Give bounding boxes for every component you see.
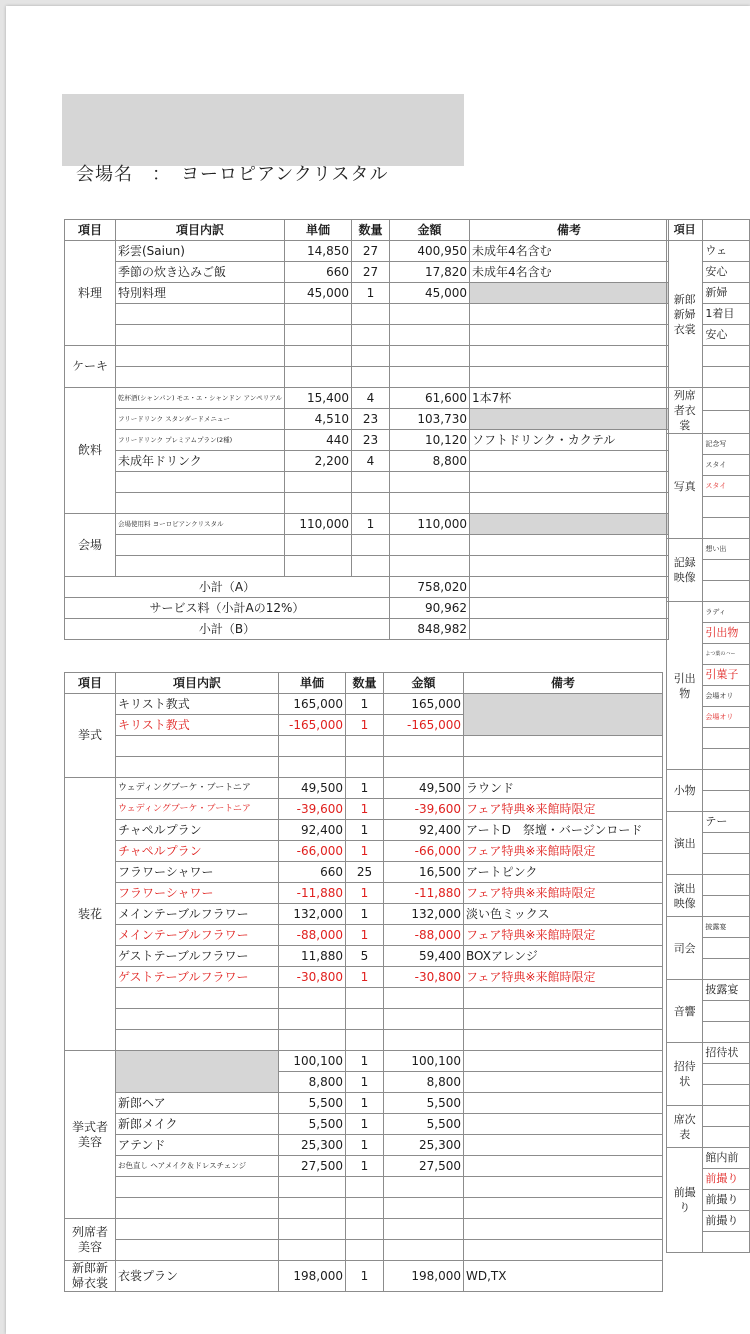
table-row: ゲストテーブルフラワー 11,880 5 59,400 BOXアレンジ: [65, 946, 663, 967]
table-row: [65, 346, 669, 367]
table-row: [65, 1240, 663, 1261]
estimate-table-2: 項目 項目内訳 単価 数量 金額 備考 挙式 キリスト教式 165,000 1 165,000 キリスト教式 -165,000 1 -165,000 装花 ウェディングブーケ・ブートニア 49,500 1 49,500 ラウンド ウェディングブーケ・ブートニア -39,600 1 -39,600 フェア特典※来館時限定 チャペルプラン 92,400 1 92,400 アートD 祭壇・バージンロード チャペルプラン -66,000 1 -66,000 フェア特典※来館時限定 フラワーシャワー 660 25 16,500 アートピンク フラワーシャワー -11,880 1 -11,880 フェア特典※来館時限定 メインテーブルフラワー 132,000 1 132,000 淡い色ミックス メインテーブルフラワー -88,000 1 -88,000 フェア特典※来館時限定 ゲストテーブルフラワー 11,880 5 59,400 BOXアレンジ ゲストテーブルフラワー -30,800 1 -30,800 フェア特典※来館時限定 挙式者美容 100,100 1 100,100 8,800 1 8,800 新郎ヘア 5,500 1 5,500 新郎メイク 5,500 1 5,500 アテンド 25,300 1 25,300 お色直し ヘアメイク＆ドレスチェンジ 27,500 1 27,500 列席者美容 新郎新婦衣裳 衣裳プラン 198,000 1 198,000 WD,TX: [64, 672, 663, 1292]
redacted-cell: [464, 694, 663, 736]
category-photo: 写真: [667, 434, 703, 539]
table-row: フリードリンク スタンダードメニュー 4,510 23 103,730: [65, 409, 669, 430]
table-row: 未成年ドリンク 2,200 4 8,800: [65, 451, 669, 472]
category-sound: 音響: [667, 980, 703, 1043]
table-row: メインテーブルフラワー 132,000 1 132,000 淡い色ミックス: [65, 904, 663, 925]
redacted-cell: [469, 409, 668, 430]
table-row: メインテーブルフラワー -88,000 1 -88,000 フェア特典※来館時限定: [65, 925, 663, 946]
service-value: 90,962: [389, 598, 469, 619]
table-row: ウェディングブーケ・ブートニア -39,600 1 -39,600 フェア特典※来館時限定: [65, 799, 663, 820]
estimate-table-right: 項目 新郎新婦衣裳 ウェ 安心 新婦 1着目 安心 列席者衣裳 写真 記念写 スタイ スタイ 記録映像 想い出 引出物 ラディ 引出物 よつ葉のハー 引菓子 会場オリ 会場オリ 小物 演出 テー 演出映像 司会 披露宴 音響 披露宴 招待状 招待状 席次表 前撮り 館内前 前撮り 前撮り 前撮り: [666, 219, 750, 1253]
subtotal-a-row: [65, 577, 669, 598]
redacted-block: [62, 94, 464, 166]
header-item: 項目: [65, 220, 116, 241]
table-row: チャペルプラン 92,400 1 92,400 アートD 祭壇・バージンロード: [65, 820, 663, 841]
table-row: フリードリンク プレミアムプラン(2種) 440 23 10,120 ソフトドリンク・カクテル: [65, 430, 669, 451]
category-cake: ケーキ: [65, 346, 116, 388]
table-row: 会場 会場使用料 ヨーロピアンクリスタル 110,000 1 110,000: [65, 514, 669, 535]
subtotal-b-value: 848,982: [389, 619, 469, 640]
table-row: [65, 1030, 663, 1051]
category-costume: 新郎新婦衣裳: [667, 241, 703, 388]
subtotal-b-row: [65, 619, 669, 640]
subtotal-b-label: 小計（B）: [65, 619, 390, 640]
table-row: フラワーシャワー -11,880 1 -11,880 フェア特典※来館時限定: [65, 883, 663, 904]
service-label: サービス料（小計Aの12%）: [65, 598, 390, 619]
table-header-row: 項目 項目内訳 単価 数量 金額 備考: [65, 673, 663, 694]
category-guest-costume: 列席者衣裳: [667, 388, 703, 434]
table-row: [65, 1219, 663, 1240]
table-row: ゲストテーブルフラワー -30,800 1 -30,800 フェア特典※来館時限定: [65, 967, 663, 988]
category-performance: 演出: [667, 812, 703, 875]
venue-name: 会場名 ： ヨーロピアンクリスタル: [76, 164, 389, 185]
table-row: [65, 472, 669, 493]
estimate-table-1: [64, 219, 669, 640]
table-row: [65, 736, 663, 757]
table-row: キリスト教式 -165,000 1 -165,000: [65, 715, 663, 736]
category-invitation: 招待状: [667, 1043, 703, 1106]
table-row: [65, 556, 669, 577]
table-row: フラワーシャワー 660 25 16,500 アートピンク: [65, 862, 663, 883]
header-detail: 項目内訳: [116, 220, 285, 241]
service-row: [65, 598, 669, 619]
table-row: [65, 367, 669, 388]
category-performance-video: 演出映像: [667, 875, 703, 917]
table-row: [65, 1198, 663, 1219]
table-row: アテンド 25,300 1 25,300: [65, 1135, 663, 1156]
table-row: [65, 535, 669, 556]
header-qty: 数量: [351, 220, 389, 241]
redacted-cell: [116, 1051, 279, 1093]
redacted-cell: [469, 283, 668, 304]
table-row: 料理 彩雲(Saiun) 14,850 27 400,950 未成年4名含む: [65, 241, 669, 262]
category-guest-beauty: 列席者美容: [65, 1219, 116, 1261]
category-video: 記録映像: [667, 539, 703, 602]
table-header-row: [65, 220, 669, 241]
table-row: [65, 493, 669, 514]
redacted-cell: [469, 514, 668, 535]
table-row: 季節の炊き込みご飯 660 27 17,820 未成年4名含む: [65, 262, 669, 283]
table-row: チャペルプラン -66,000 1 -66,000 フェア特典※来館時限定: [65, 841, 663, 862]
table-row: [65, 325, 669, 346]
category-pre-shoot: 前撮り: [667, 1148, 703, 1253]
table-row: お色直し ヘアメイク＆ドレスチェンジ 27,500 1 27,500: [65, 1156, 663, 1177]
table-row: [65, 988, 663, 1009]
table-row: 特別料理 45,000 1 45,000: [65, 283, 669, 304]
category-venue: 会場: [65, 514, 116, 577]
table-row: [65, 1009, 663, 1030]
header-note: 備考: [469, 220, 668, 241]
table-row: 飲料 乾杯酒(シャンパン) モエ・エ・シャンドン アンペリアル 15,400 4 61,600 1本7杯: [65, 388, 669, 409]
subtotal-a-value: 758,020: [389, 577, 469, 598]
table-row: 8,800 1 8,800: [65, 1072, 663, 1093]
category-ceremony: 挙式: [65, 694, 116, 778]
subtotal-a-label: 小計（A）: [65, 577, 390, 598]
table-row: 挙式者美容 100,100 1 100,100: [65, 1051, 663, 1072]
category-gifts: 引出物: [667, 602, 703, 770]
header-unit-price: 単価: [284, 220, 351, 241]
category-beauty: 挙式者美容: [65, 1051, 116, 1219]
table-row: 挙式 キリスト教式 165,000 1 165,000: [65, 694, 663, 715]
category-seating-chart: 席次表: [667, 1106, 703, 1148]
table-row: 新郎メイク 5,500 1 5,500: [65, 1114, 663, 1135]
category-cuisine: 料理: [65, 241, 116, 346]
category-flowers: 装花: [65, 778, 116, 1051]
table-row: 新郎ヘア 5,500 1 5,500: [65, 1093, 663, 1114]
category-accessories: 小物: [667, 770, 703, 812]
table-row: [65, 757, 663, 778]
category-costume: 新郎新婦衣裳: [65, 1261, 116, 1292]
table-header-row: 項目: [667, 220, 750, 241]
table-row: 装花 ウェディングブーケ・ブートニア 49,500 1 49,500 ラウンド: [65, 778, 663, 799]
table-row: [65, 1177, 663, 1198]
category-drinks: 飲料: [65, 388, 116, 514]
table-row: [65, 304, 669, 325]
header-amount: 金額: [389, 220, 469, 241]
category-mc: 司会: [667, 917, 703, 980]
